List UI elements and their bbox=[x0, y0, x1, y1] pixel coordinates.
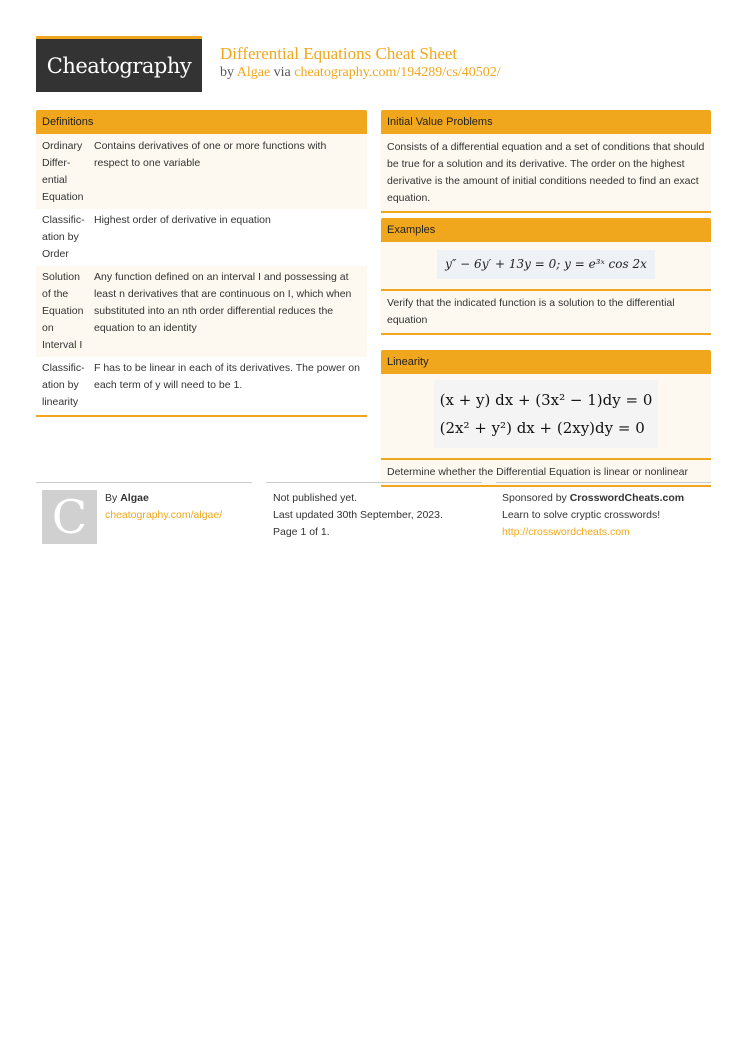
examples-text: Verify that the indicated function is a solution to the differential equation bbox=[381, 291, 711, 335]
byline-via: via bbox=[273, 65, 291, 80]
linearity-equation-1: (x + y) dx + (3x² − 1)dy = 0 bbox=[439, 391, 653, 409]
definition-desc: Any function defined on an interval I and possessing at least n derivatives that are continuous on I, which when substituted into an nth order differential reduces the equation to an identity bbox=[94, 271, 352, 334]
sponsor-name[interactable]: CrosswordCheats.com bbox=[569, 492, 685, 504]
linearity-equation-2: (2x² + y²) dx + (2xy)dy = 0 bbox=[439, 419, 645, 437]
definitions-section bbox=[36, 110, 367, 417]
definition-term: Ordinary Differ-ential Equation bbox=[42, 140, 84, 203]
sponsor-tagline: Learn to solve cryptic crosswords! bbox=[502, 509, 661, 521]
footer-author-name[interactable]: Algae bbox=[120, 492, 149, 504]
byline bbox=[220, 65, 501, 81]
definition-term: Solution of the Equation on Interval I bbox=[42, 271, 84, 351]
table-row bbox=[36, 357, 367, 415]
ivp-text: Consists of a differential equation and a set of conditions that should be true for a solution and its derivative. The order on the highest derivative is the amount of initial conditions needed to find an exact equation. bbox=[381, 134, 711, 213]
page-title: Differential Equations Cheat Sheet bbox=[220, 44, 458, 63]
definition-desc: F has to be linear in each of its derivatives. The power on each term of y will need to be 1. bbox=[94, 362, 360, 391]
last-updated: Last updated 30th September, 2023. bbox=[273, 509, 443, 521]
definitions-body bbox=[36, 134, 367, 417]
footer-sponsor bbox=[502, 490, 684, 541]
author-avatar[interactable] bbox=[42, 490, 97, 544]
linearity-section bbox=[381, 350, 711, 487]
definition-term: Classific-ation by linearity bbox=[42, 362, 85, 408]
footer-author bbox=[105, 490, 222, 524]
avatar-letter: C bbox=[51, 490, 88, 544]
sheet-url-link[interactable]: cheatography.com/194289/cs/40502/ bbox=[294, 65, 501, 80]
published-status: Not published yet. bbox=[273, 492, 358, 504]
logo-text: Cheatography bbox=[46, 53, 192, 78]
examples-header: Examples bbox=[381, 218, 711, 242]
byline-by: by bbox=[220, 65, 234, 80]
footer-meta bbox=[273, 490, 443, 541]
definition-term: Classific-ation by Order bbox=[42, 214, 85, 260]
linearity-text: Determine whether the Differential Equation is linear or nonlinear bbox=[381, 460, 711, 487]
example-equation: y″ − 6y′ + 13y = 0; y = e³ˣ cos 2x bbox=[437, 250, 655, 279]
footer-by: By bbox=[105, 492, 118, 504]
footer-author-link[interactable]: cheatography.com/algae/ bbox=[105, 509, 223, 521]
definition-desc: Contains derivatives of one or more functions with respect to one variable bbox=[94, 140, 327, 169]
footer-divider bbox=[266, 482, 482, 483]
linearity-header: Linearity bbox=[381, 350, 711, 374]
linearity-math-area bbox=[381, 374, 711, 460]
cheatography-logo[interactable] bbox=[36, 36, 202, 92]
sponsor-link[interactable]: http://crosswordcheats.com bbox=[502, 526, 630, 538]
author-link[interactable]: Algae bbox=[236, 65, 271, 80]
examples-section bbox=[381, 218, 711, 335]
examples-math-area bbox=[381, 242, 711, 291]
definitions-header: Definitions bbox=[36, 110, 367, 134]
footer-divider bbox=[36, 482, 252, 483]
footer-divider bbox=[496, 482, 711, 483]
table-row bbox=[36, 209, 367, 266]
sponsored-by-label: Sponsored by bbox=[502, 492, 567, 504]
page-number: Page 1 of 1. bbox=[273, 526, 330, 538]
table-row bbox=[36, 134, 367, 209]
ivp-section bbox=[381, 110, 711, 213]
definition-desc: Highest order of derivative in equation bbox=[94, 214, 271, 226]
ivp-header: Initial Value Problems bbox=[381, 110, 711, 134]
table-row bbox=[36, 266, 367, 357]
